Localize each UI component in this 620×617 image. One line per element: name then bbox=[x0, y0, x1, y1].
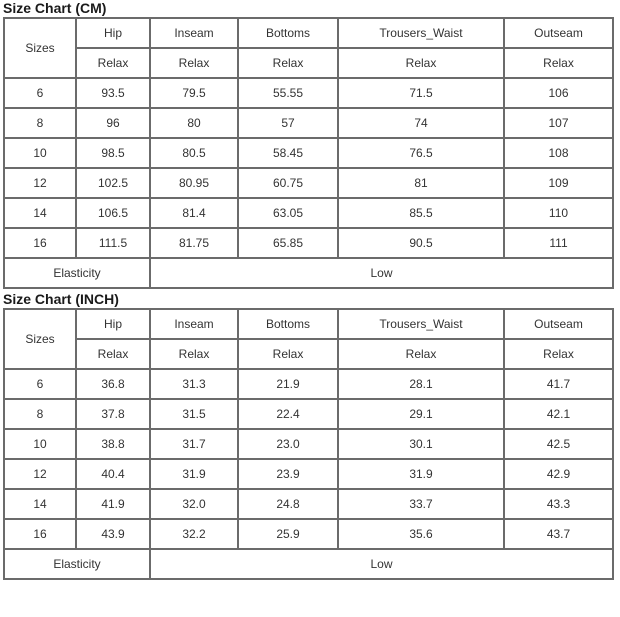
table-cell: 32.2 bbox=[150, 519, 238, 549]
sizes-header: Sizes bbox=[4, 309, 76, 369]
column-header: Hip bbox=[76, 18, 150, 48]
table-cell: 63.05 bbox=[238, 198, 338, 228]
footer-row bbox=[4, 549, 613, 579]
table-cell: 106 bbox=[504, 78, 613, 108]
table-row bbox=[4, 168, 613, 198]
column-header: Trousers_Waist bbox=[338, 309, 504, 339]
column-subheader: Relax bbox=[338, 48, 504, 78]
column-header: Trousers_Waist bbox=[338, 18, 504, 48]
size-table bbox=[3, 17, 614, 289]
table-cell: 36.8 bbox=[76, 369, 150, 399]
table-row bbox=[4, 399, 613, 429]
table-cell: 28.1 bbox=[338, 369, 504, 399]
table-cell: 30.1 bbox=[338, 429, 504, 459]
table-cell: 35.6 bbox=[338, 519, 504, 549]
size-chart-inch bbox=[0, 291, 620, 580]
table-title: Size Chart (INCH) bbox=[3, 291, 119, 307]
table-cell: 42.1 bbox=[504, 399, 613, 429]
elasticity-value: Low bbox=[150, 549, 613, 579]
table-cell: 55.55 bbox=[238, 78, 338, 108]
column-header: Bottoms bbox=[238, 18, 338, 48]
table-cell: 74 bbox=[338, 108, 504, 138]
table-cell: 21.9 bbox=[238, 369, 338, 399]
column-subheader: Relax bbox=[150, 48, 238, 78]
table-cell: 107 bbox=[504, 108, 613, 138]
column-subheader: Relax bbox=[504, 48, 613, 78]
table-cell: 31.5 bbox=[150, 399, 238, 429]
column-subheader: Relax bbox=[504, 339, 613, 369]
table-cell: 31.9 bbox=[150, 459, 238, 489]
table-cell: 8 bbox=[4, 399, 76, 429]
table-cell: 71.5 bbox=[338, 78, 504, 108]
table-cell: 41.9 bbox=[76, 489, 150, 519]
table-cell: 58.45 bbox=[238, 138, 338, 168]
table-cell: 31.7 bbox=[150, 429, 238, 459]
footer-row bbox=[4, 258, 613, 288]
table-cell: 81.75 bbox=[150, 228, 238, 258]
table-cell: 111 bbox=[504, 228, 613, 258]
table-cell: 80 bbox=[150, 108, 238, 138]
column-header: Outseam bbox=[504, 309, 613, 339]
table-cell: 38.8 bbox=[76, 429, 150, 459]
column-subheader: Relax bbox=[76, 48, 150, 78]
column-subheader: Relax bbox=[238, 339, 338, 369]
table-cell: 109 bbox=[504, 168, 613, 198]
table-cell: 24.8 bbox=[238, 489, 338, 519]
subheader-row bbox=[4, 48, 613, 78]
table-cell: 85.5 bbox=[338, 198, 504, 228]
table-cell: 32.0 bbox=[150, 489, 238, 519]
table-row bbox=[4, 78, 613, 108]
column-header: Inseam bbox=[150, 309, 238, 339]
table-cell: 29.1 bbox=[338, 399, 504, 429]
table-cell: 41.7 bbox=[504, 369, 613, 399]
elasticity-value: Low bbox=[150, 258, 613, 288]
table-cell: 25.9 bbox=[238, 519, 338, 549]
header-row bbox=[4, 309, 613, 339]
table-cell: 90.5 bbox=[338, 228, 504, 258]
column-subheader: Relax bbox=[150, 339, 238, 369]
table-cell: 14 bbox=[4, 489, 76, 519]
table-cell: 43.7 bbox=[504, 519, 613, 549]
table-cell: 23.0 bbox=[238, 429, 338, 459]
table-cell: 80.5 bbox=[150, 138, 238, 168]
table-cell: 110 bbox=[504, 198, 613, 228]
table-row bbox=[4, 108, 613, 138]
table-row bbox=[4, 429, 613, 459]
column-header: Bottoms bbox=[238, 309, 338, 339]
table-row bbox=[4, 228, 613, 258]
size-chart-cm bbox=[0, 0, 620, 289]
table-cell: 42.9 bbox=[504, 459, 613, 489]
table-cell: 31.3 bbox=[150, 369, 238, 399]
table-cell: 23.9 bbox=[238, 459, 338, 489]
table-cell: 6 bbox=[4, 78, 76, 108]
table-title: Size Chart (CM) bbox=[3, 0, 107, 16]
table-cell: 81.4 bbox=[150, 198, 238, 228]
sizes-header: Sizes bbox=[4, 18, 76, 78]
table-cell: 93.5 bbox=[76, 78, 150, 108]
column-subheader: Relax bbox=[338, 339, 504, 369]
table-cell: 42.5 bbox=[504, 429, 613, 459]
table-cell: 6 bbox=[4, 369, 76, 399]
table-cell: 57 bbox=[238, 108, 338, 138]
table-cell: 65.85 bbox=[238, 228, 338, 258]
column-subheader: Relax bbox=[238, 48, 338, 78]
table-row bbox=[4, 519, 613, 549]
table-row bbox=[4, 489, 613, 519]
table-cell: 31.9 bbox=[338, 459, 504, 489]
table-cell: 111.5 bbox=[76, 228, 150, 258]
table-row bbox=[4, 198, 613, 228]
table-cell: 22.4 bbox=[238, 399, 338, 429]
table-cell: 96 bbox=[76, 108, 150, 138]
table-cell: 10 bbox=[4, 138, 76, 168]
table-cell: 33.7 bbox=[338, 489, 504, 519]
elasticity-label: Elasticity bbox=[4, 549, 150, 579]
table-cell: 16 bbox=[4, 228, 76, 258]
table-cell: 10 bbox=[4, 429, 76, 459]
column-subheader: Relax bbox=[76, 339, 150, 369]
table-cell: 16 bbox=[4, 519, 76, 549]
table-cell: 108 bbox=[504, 138, 613, 168]
table-cell: 76.5 bbox=[338, 138, 504, 168]
table-cell: 106.5 bbox=[76, 198, 150, 228]
table-cell: 12 bbox=[4, 168, 76, 198]
table-cell: 40.4 bbox=[76, 459, 150, 489]
elasticity-label: Elasticity bbox=[4, 258, 150, 288]
header-row bbox=[4, 18, 613, 48]
table-cell: 60.75 bbox=[238, 168, 338, 198]
column-header: Outseam bbox=[504, 18, 613, 48]
table-cell: 79.5 bbox=[150, 78, 238, 108]
table-cell: 14 bbox=[4, 198, 76, 228]
table-cell: 102.5 bbox=[76, 168, 150, 198]
size-table bbox=[3, 308, 614, 580]
table-row bbox=[4, 459, 613, 489]
table-cell: 8 bbox=[4, 108, 76, 138]
subheader-row bbox=[4, 339, 613, 369]
table-row bbox=[4, 138, 613, 168]
table-cell: 12 bbox=[4, 459, 76, 489]
table-cell: 81 bbox=[338, 168, 504, 198]
column-header: Hip bbox=[76, 309, 150, 339]
table-cell: 98.5 bbox=[76, 138, 150, 168]
table-cell: 80.95 bbox=[150, 168, 238, 198]
table-cell: 43.9 bbox=[76, 519, 150, 549]
table-cell: 43.3 bbox=[504, 489, 613, 519]
table-cell: 37.8 bbox=[76, 399, 150, 429]
column-header: Inseam bbox=[150, 18, 238, 48]
table-row bbox=[4, 369, 613, 399]
